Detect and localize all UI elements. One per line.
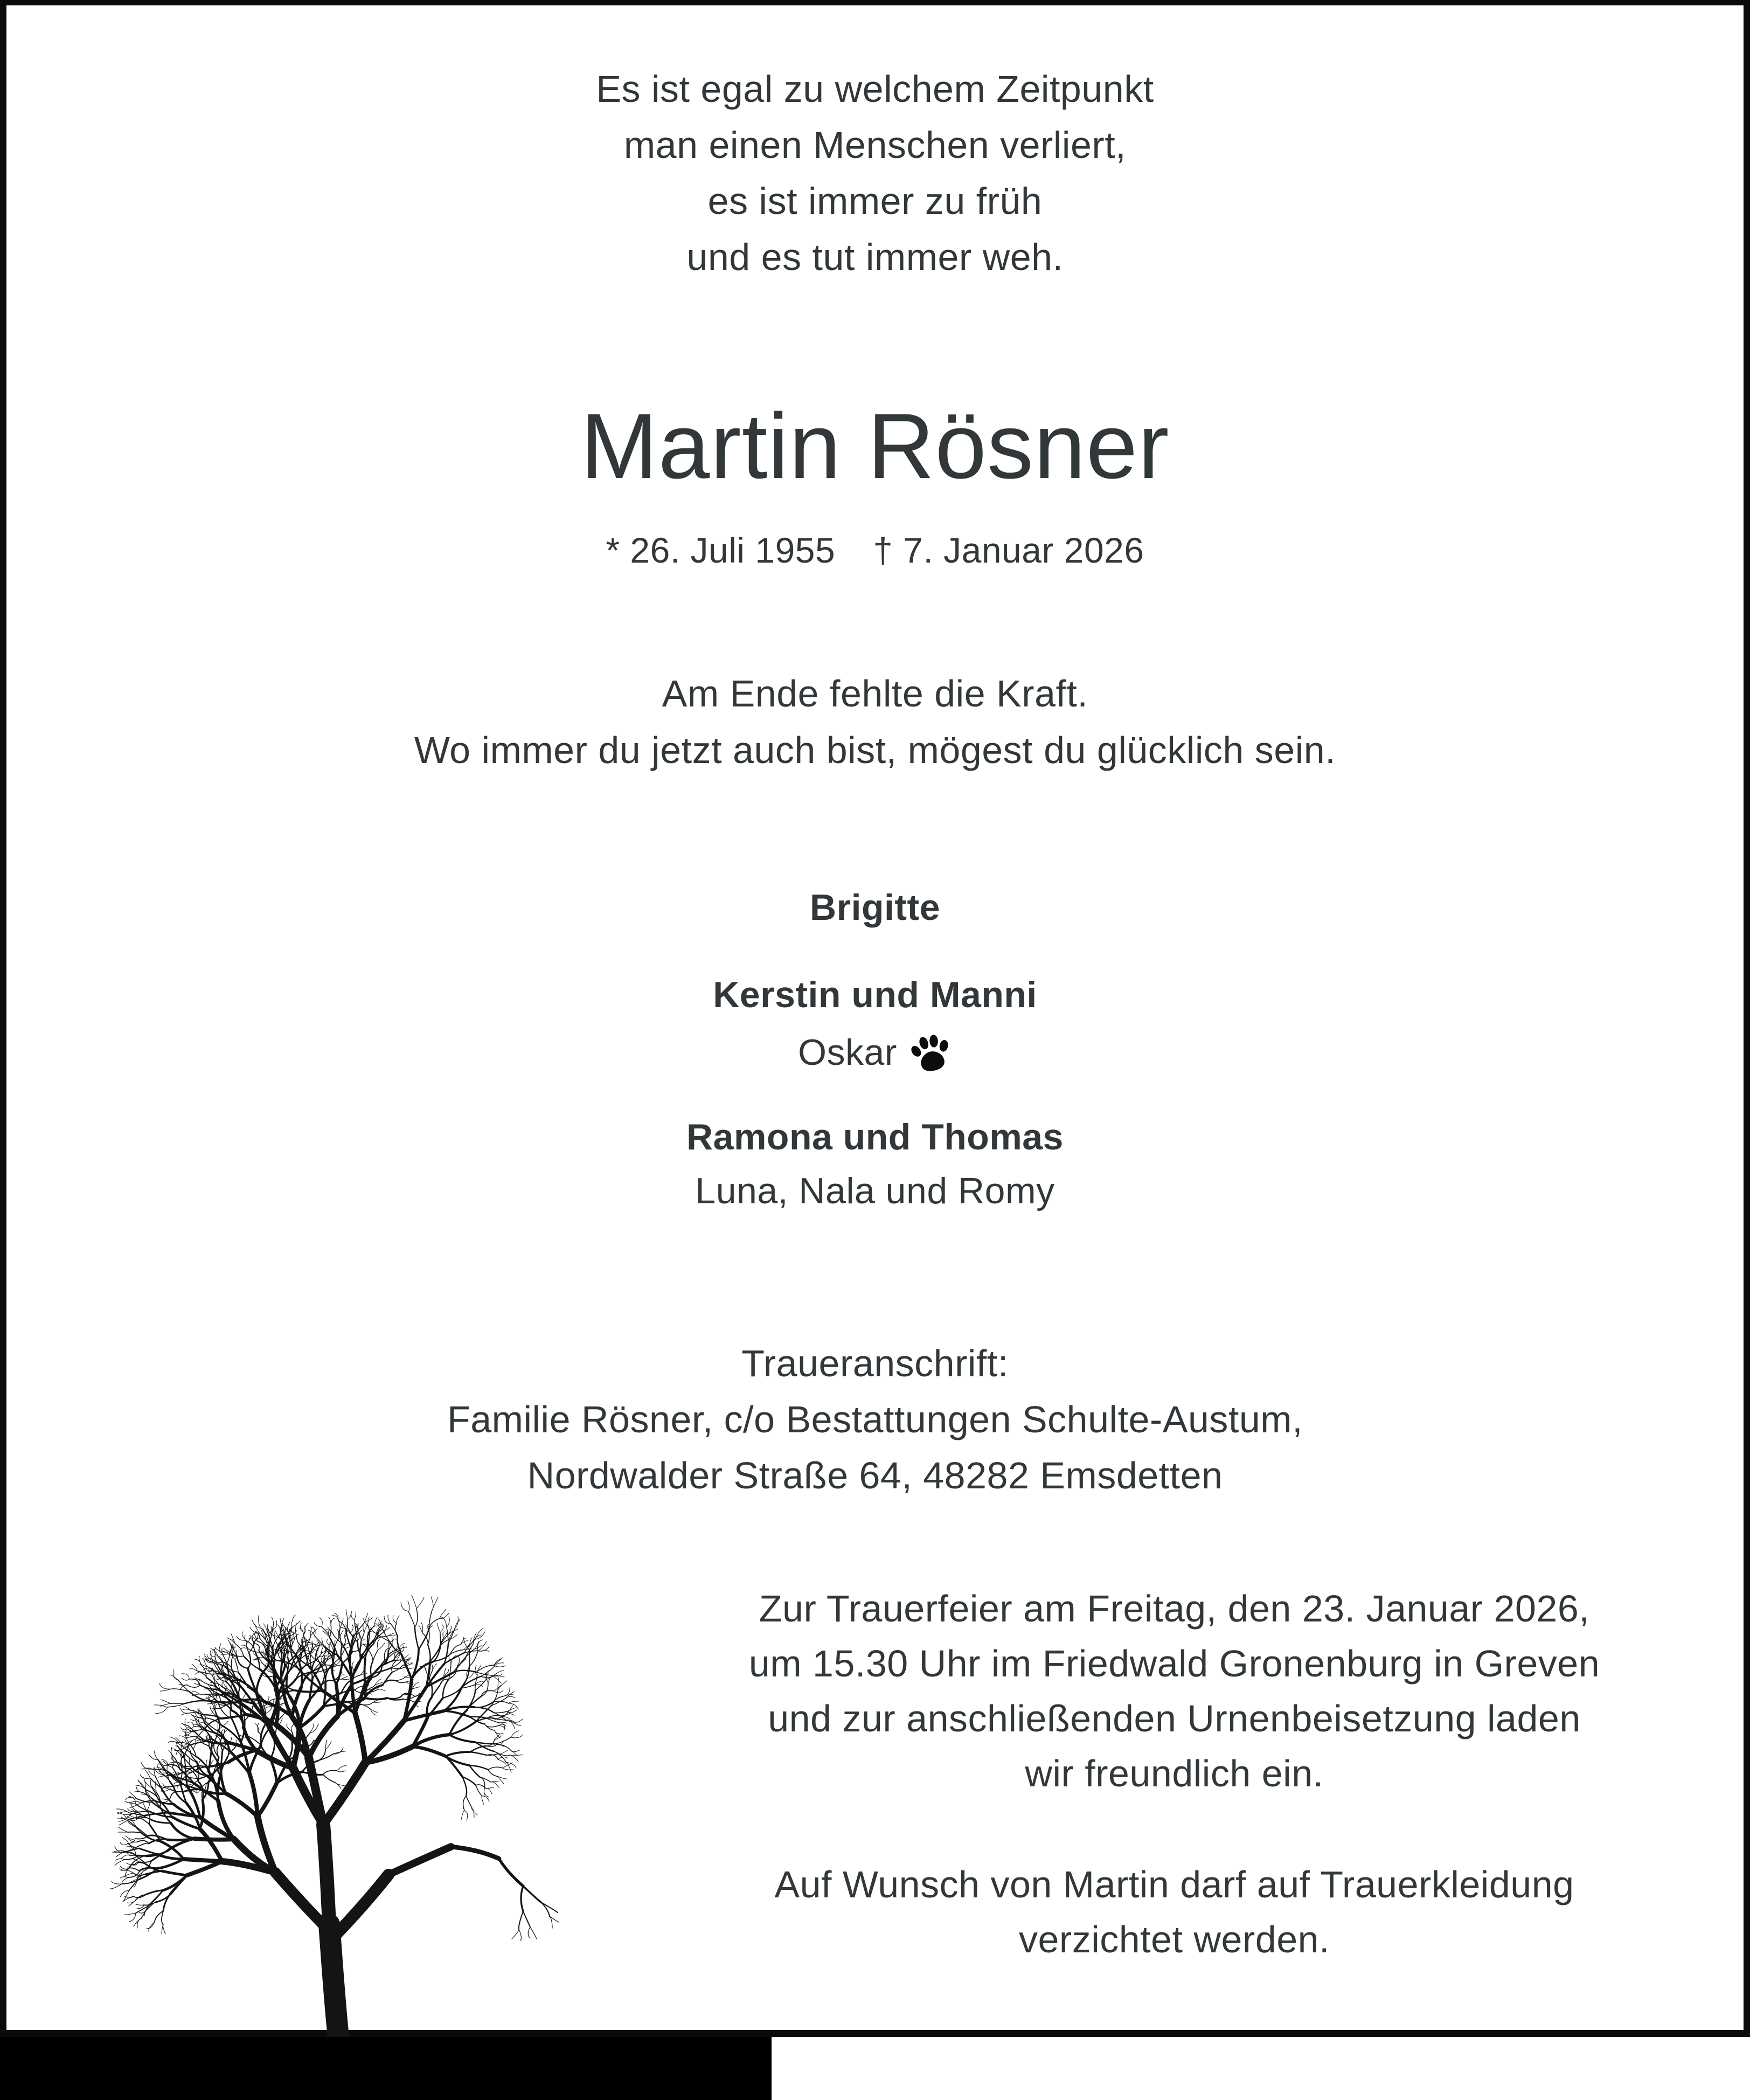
ceremony-line: und zur anschließenden Urnenbeisetzung laden [768, 1697, 1581, 1739]
birth-date: * 26. Juli 1955 [606, 530, 836, 570]
verse-line: Am Ende fehlte die Kraft. [662, 673, 1088, 715]
life-dates [6, 532, 1744, 568]
poem-line: und es tut immer weh. [686, 236, 1064, 278]
paw-print-icon [910, 1031, 952, 1073]
ceremony-line: wir freundlich ein. [1025, 1752, 1324, 1794]
poem-line: es ist immer zu früh [707, 180, 1043, 222]
page-border-top [0, 0, 1750, 5]
address-line: Familie Rösner, c/o Bestattungen Schulte-Austum, [447, 1398, 1303, 1440]
ceremony-line: Zur Trauerfeier am Freitag, den 23. Januar 2026, [759, 1588, 1590, 1630]
mourner-pet: Oskar [798, 1032, 897, 1073]
address-line: Nordwalder Straße 64, 48282 Emsdetten [527, 1454, 1223, 1496]
clothing-note-line: Auf Wunsch von Martin darf auf Trauerkleidung [774, 1863, 1574, 1905]
mourner-couple: Kerstin und Manni [713, 974, 1037, 1015]
page-border-left [0, 0, 6, 2037]
mourner-pet-line [6, 1031, 1744, 1073]
redacted-area [0, 2037, 772, 2100]
mourner-widow: Brigitte [810, 887, 940, 928]
clothing-note-line: verzichtet werden. [1018, 1918, 1330, 1960]
page-border-right [1744, 0, 1750, 2037]
mourner-couple: Ramona und Thomas [686, 1117, 1064, 1158]
ceremony-line: um 15.30 Uhr im Friedwald Gronenburg in Greven [748, 1642, 1600, 1685]
verse-line: Wo immer du jetzt auch bist, mögest du glücklich sein. [414, 729, 1336, 771]
poem-line: Es ist egal zu welchem Zeitpunkt [596, 68, 1154, 110]
poem-line: man einen Menschen verliert, [623, 124, 1127, 166]
address-label: Traueranschrift: [741, 1342, 1009, 1384]
deceased-name: Martin Rösner [580, 394, 1170, 498]
bare-tree-icon [39, 1484, 621, 2037]
death-date: † 7. Januar 2026 [873, 530, 1144, 570]
mourner-pets: Luna, Nala und Romy [695, 1170, 1055, 1211]
